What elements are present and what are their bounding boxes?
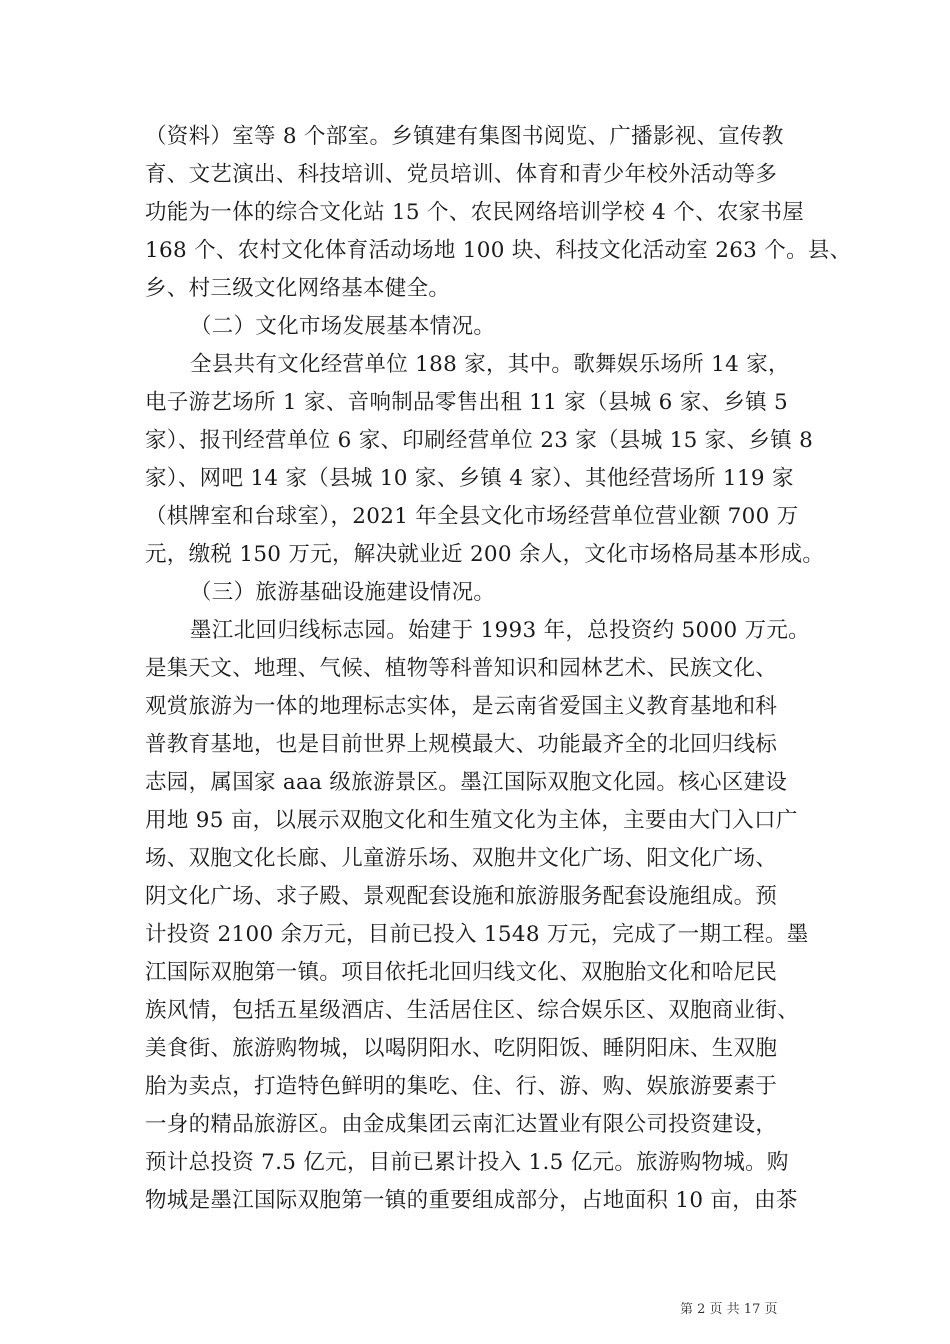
- text-line-24: 族风情，包括五星级酒店、生活居住区、综合娱乐区、双胞商业街、: [145, 998, 800, 1023]
- page-number: 第 2 页 共 17 页: [680, 1302, 778, 1317]
- text-line-14: 墨江北回归线标志园。始建于 1993 年，总投资约 5000 万元。: [190, 618, 810, 643]
- text-line-9: 家）、报刊经营单位 6 家、印刷经营单位 23 家（县城 15 家、乡镇 8: [145, 428, 814, 453]
- text-line-12: 元，缴税 150 万元，解决就业近 200 余人，文化市场格局基本形成。: [145, 542, 825, 567]
- text-line-19: 用地 95 亩，以展示双胞文化和生殖文化为主体，主要由大门入口广: [145, 808, 798, 833]
- section-heading-2: （二）文化市场发展基本情况。: [190, 314, 496, 339]
- text-line-5: 乡、村三级文化网络基本健全。: [145, 276, 451, 301]
- text-line-28: 预计总投资 7.5 亿元，目前已累计投入 1.5 亿元。旅游购物城。购: [145, 1150, 789, 1175]
- text-line-22: 计投资 2100 余万元，目前已投入 1548 万元，完成了一期工程。墨: [145, 922, 809, 947]
- text-line-2: 育、文艺演出、科技培训、党员培训、体育和青少年校外活动等多: [145, 162, 778, 187]
- text-line-1: （资料）室等 8 个部室。乡镇建有集图书阅览、广播影视、宣传教: [145, 124, 784, 149]
- text-line-3: 功能为一体的综合文化站 15 个、农民网络培训学校 4 个、农家书屋: [145, 200, 805, 225]
- text-line-15: 是集天文、地理、气候、植物等科普知识和园林艺术、民族文化、: [145, 656, 778, 681]
- section-heading-3: （三）旅游基础设施建设情况。: [190, 580, 496, 605]
- text-line-25: 美食街、旅游购物城，以喝阴阳水、吃阴阳饭、睡阴阳床、生双胞: [145, 1036, 778, 1061]
- text-line-7: 全县共有文化经营单位 188 家，其中。歌舞娱乐场所 14 家，: [190, 352, 790, 377]
- text-line-23: 江国际双胞第一镇。项目依托北回归线文化、双胞胎文化和哈尼民: [145, 960, 778, 985]
- text-line-4: 168 个、农村文化体育活动场地 100 块、科技文化活动室 263 个。县、: [145, 238, 852, 263]
- text-line-10: 家）、网吧 14 家（县城 10 家、乡镇 4 家）、其他经营场所 119 家: [145, 466, 794, 491]
- text-line-29: 物城是墨江国际双胞第一镇的重要组成部分，占地面积 10 亩，由茶: [145, 1188, 798, 1213]
- text-line-21: 阴文化广场、求子殿、景观配套设施和旅游服务配套设施组成。预: [145, 884, 778, 909]
- text-line-17: 普教育基地，也是目前世界上规模最大、功能最齐全的北回归线标: [145, 732, 778, 757]
- text-line-16: 观赏旅游为一体的地理标志实体，是云南省爱国主义教育基地和科: [145, 694, 778, 719]
- text-line-26: 胎为卖点，打造特色鲜明的集吃、住、行、游、购、娱旅游要素于: [145, 1074, 778, 1099]
- text-line-20: 场、双胞文化长廊、儿童游乐场、双胞井文化广场、阳文化广场、: [145, 846, 778, 871]
- text-line-11: （棋牌室和台球室），2021 年全县文化市场经营单位营业额 700 万: [145, 504, 799, 529]
- text-line-27: 一身的精品旅游区。由金成集团云南汇达置业有限公司投资建设，: [145, 1112, 778, 1137]
- text-line-18: 志园，属国家 aaa 级旅游景区。墨江国际双胞文化园。核心区建设: [145, 770, 788, 795]
- text-line-8: 电子游艺场所 1 家、音响制品零售出租 11 家（县城 6 家、乡镇 5: [145, 390, 789, 415]
